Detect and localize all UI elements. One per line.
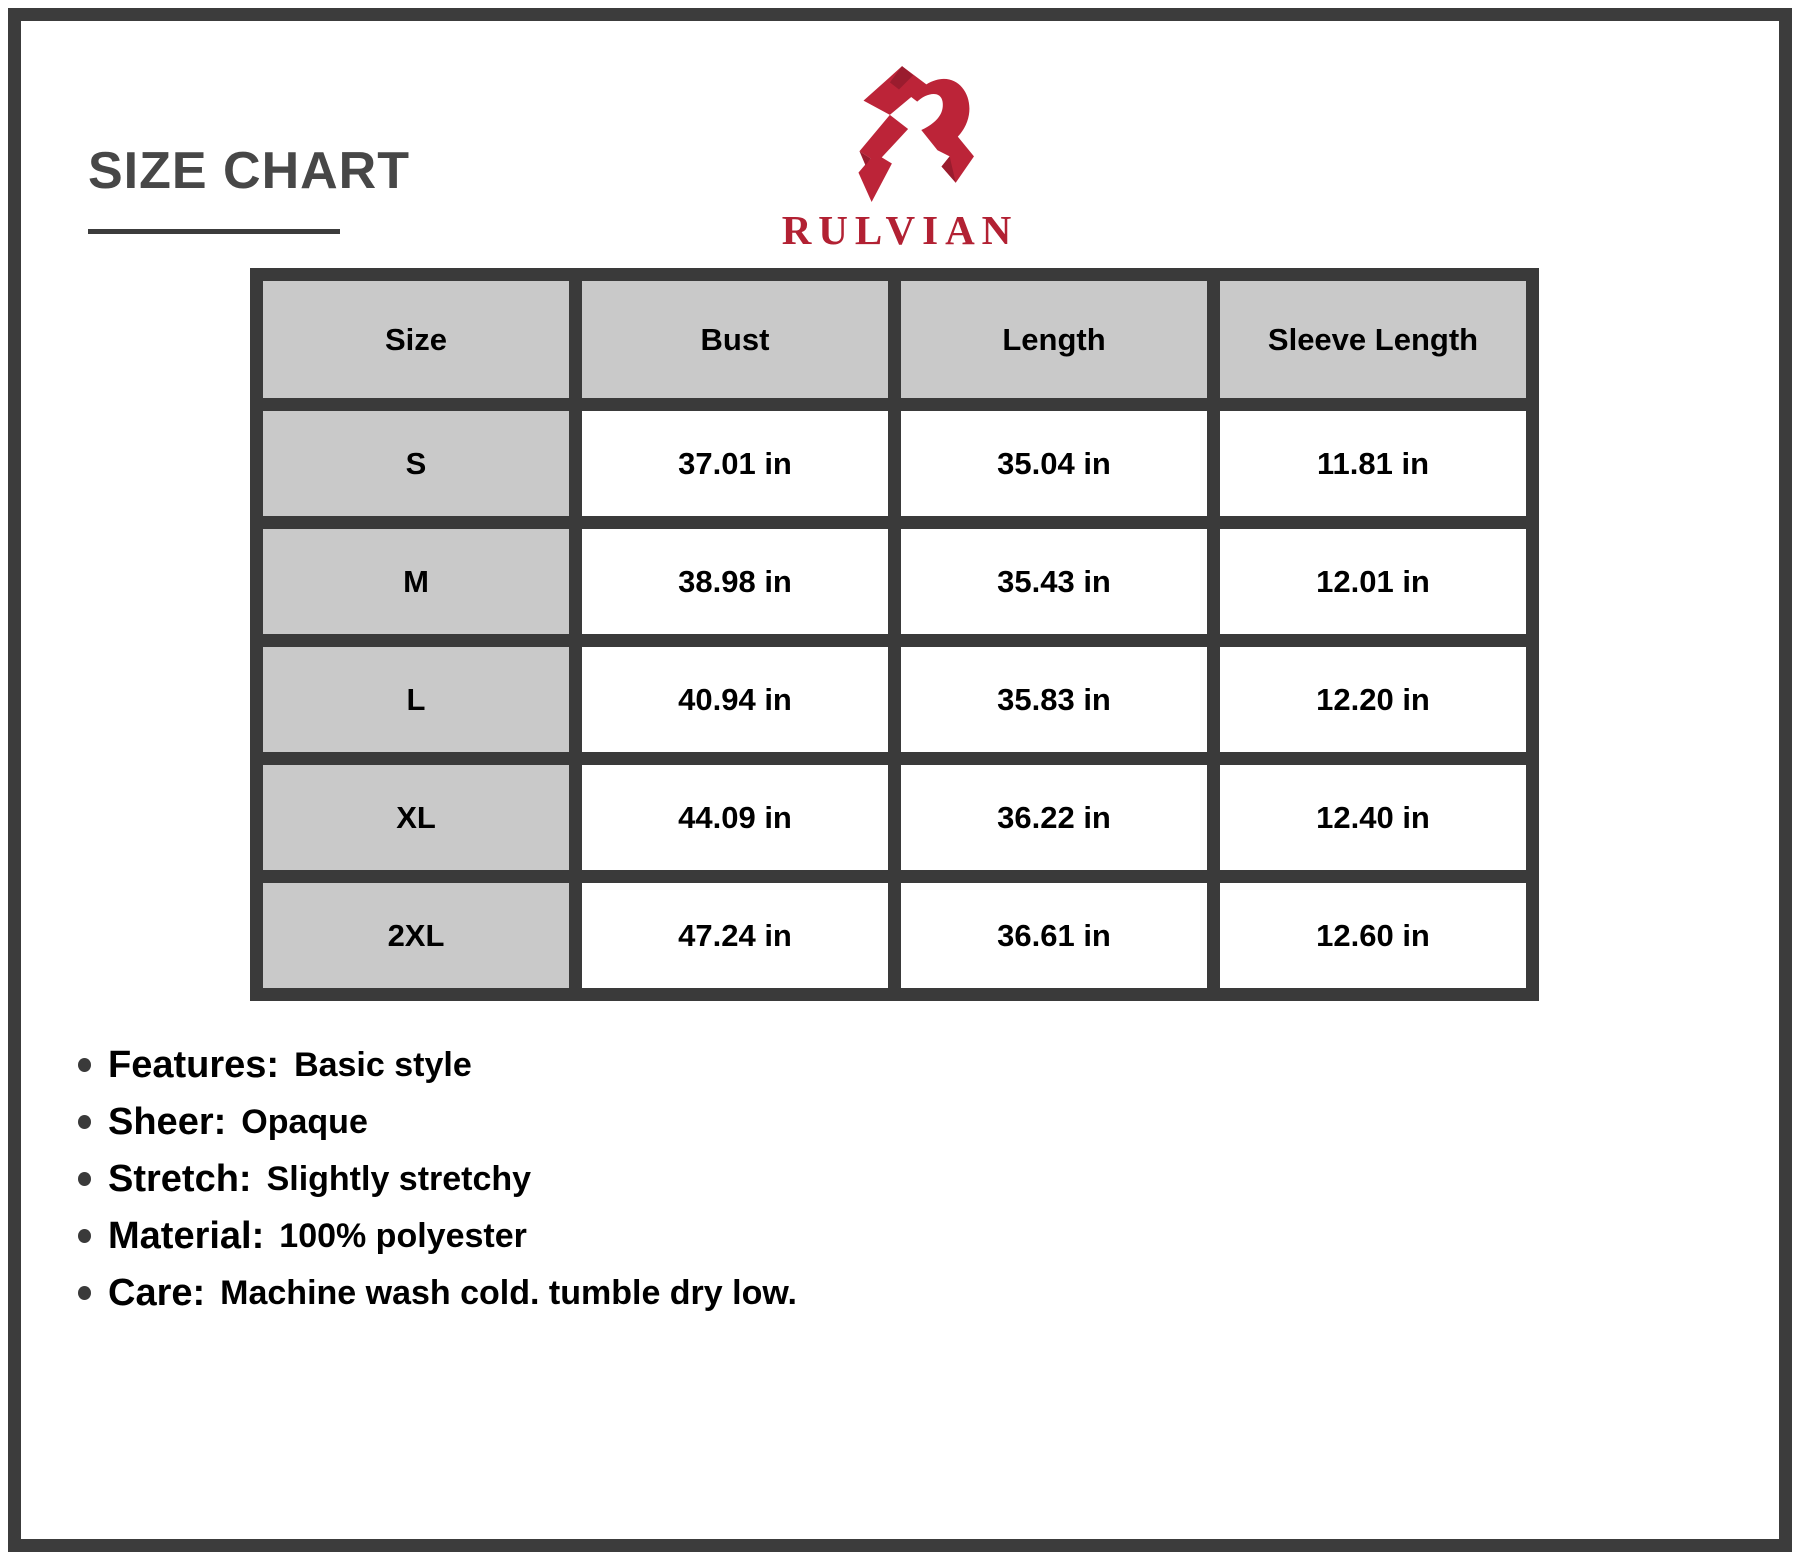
table-row bbox=[263, 529, 1526, 634]
column-header-length: Length bbox=[901, 281, 1207, 398]
bullet-dot-icon bbox=[78, 1286, 91, 1300]
length-value-cell: 35.43 in bbox=[901, 529, 1207, 634]
column-header-bust: Bust bbox=[582, 281, 888, 398]
column-header-size: Size bbox=[263, 281, 569, 398]
bust-value-cell: 47.24 in bbox=[582, 883, 888, 988]
table-row bbox=[263, 765, 1526, 870]
detail-label: Features: bbox=[108, 1043, 280, 1086]
length-value-cell: 35.04 in bbox=[901, 411, 1207, 516]
size-label-cell: S bbox=[263, 411, 569, 516]
detail-label: Care: bbox=[108, 1271, 206, 1314]
detail-value: Machine wash cold. tumble dry low. bbox=[220, 1273, 797, 1312]
page-title: SIZE CHART bbox=[88, 142, 410, 200]
sleeve-length-value-cell: 11.81 in bbox=[1220, 411, 1526, 516]
bullet-dot-icon bbox=[78, 1172, 91, 1186]
detail-value: Opaque bbox=[241, 1102, 368, 1141]
size-label-cell: 2XL bbox=[263, 883, 569, 988]
length-value-cell: 35.83 in bbox=[901, 647, 1207, 752]
list-item bbox=[78, 1272, 797, 1314]
bust-value-cell: 37.01 in bbox=[582, 411, 888, 516]
size-chart-table bbox=[250, 268, 1539, 1001]
size-label-cell: L bbox=[263, 647, 569, 752]
bullet-dot-icon bbox=[78, 1115, 91, 1129]
sleeve-length-value-cell: 12.40 in bbox=[1220, 765, 1526, 870]
table-header-row bbox=[263, 281, 1526, 398]
brand-wordmark: RULVIAN bbox=[781, 207, 1019, 253]
bullet-dot-icon bbox=[78, 1058, 91, 1072]
table-row bbox=[263, 411, 1526, 516]
table-row bbox=[263, 647, 1526, 752]
list-item bbox=[78, 1101, 797, 1143]
bust-value-cell: 38.98 in bbox=[582, 529, 888, 634]
detail-label: Stretch: bbox=[108, 1157, 252, 1200]
list-item bbox=[78, 1158, 797, 1200]
bust-value-cell: 40.94 in bbox=[582, 647, 888, 752]
angular-r-monogram-icon bbox=[818, 52, 982, 204]
detail-label: Material: bbox=[108, 1214, 265, 1257]
detail-value: Slightly stretchy bbox=[266, 1159, 532, 1198]
bullet-dot-icon bbox=[78, 1229, 91, 1243]
length-value-cell: 36.22 in bbox=[901, 765, 1207, 870]
brand-block bbox=[0, 52, 1800, 254]
detail-value: 100% polyester bbox=[279, 1216, 527, 1255]
size-label-cell: XL bbox=[263, 765, 569, 870]
detail-value: Basic style bbox=[294, 1045, 472, 1084]
sleeve-length-value-cell: 12.20 in bbox=[1220, 647, 1526, 752]
detail-label: Sheer: bbox=[108, 1100, 227, 1143]
length-value-cell: 36.61 in bbox=[901, 883, 1207, 988]
size-label-cell: M bbox=[263, 529, 569, 634]
bust-value-cell: 44.09 in bbox=[582, 765, 888, 870]
list-item bbox=[78, 1215, 797, 1257]
sleeve-length-value-cell: 12.01 in bbox=[1220, 529, 1526, 634]
table-row bbox=[263, 883, 1526, 988]
product-details-list bbox=[78, 1044, 797, 1314]
sleeve-length-value-cell: 12.60 in bbox=[1220, 883, 1526, 988]
column-header-sleeve-length: Sleeve Length bbox=[1220, 281, 1526, 398]
list-item bbox=[78, 1044, 797, 1086]
